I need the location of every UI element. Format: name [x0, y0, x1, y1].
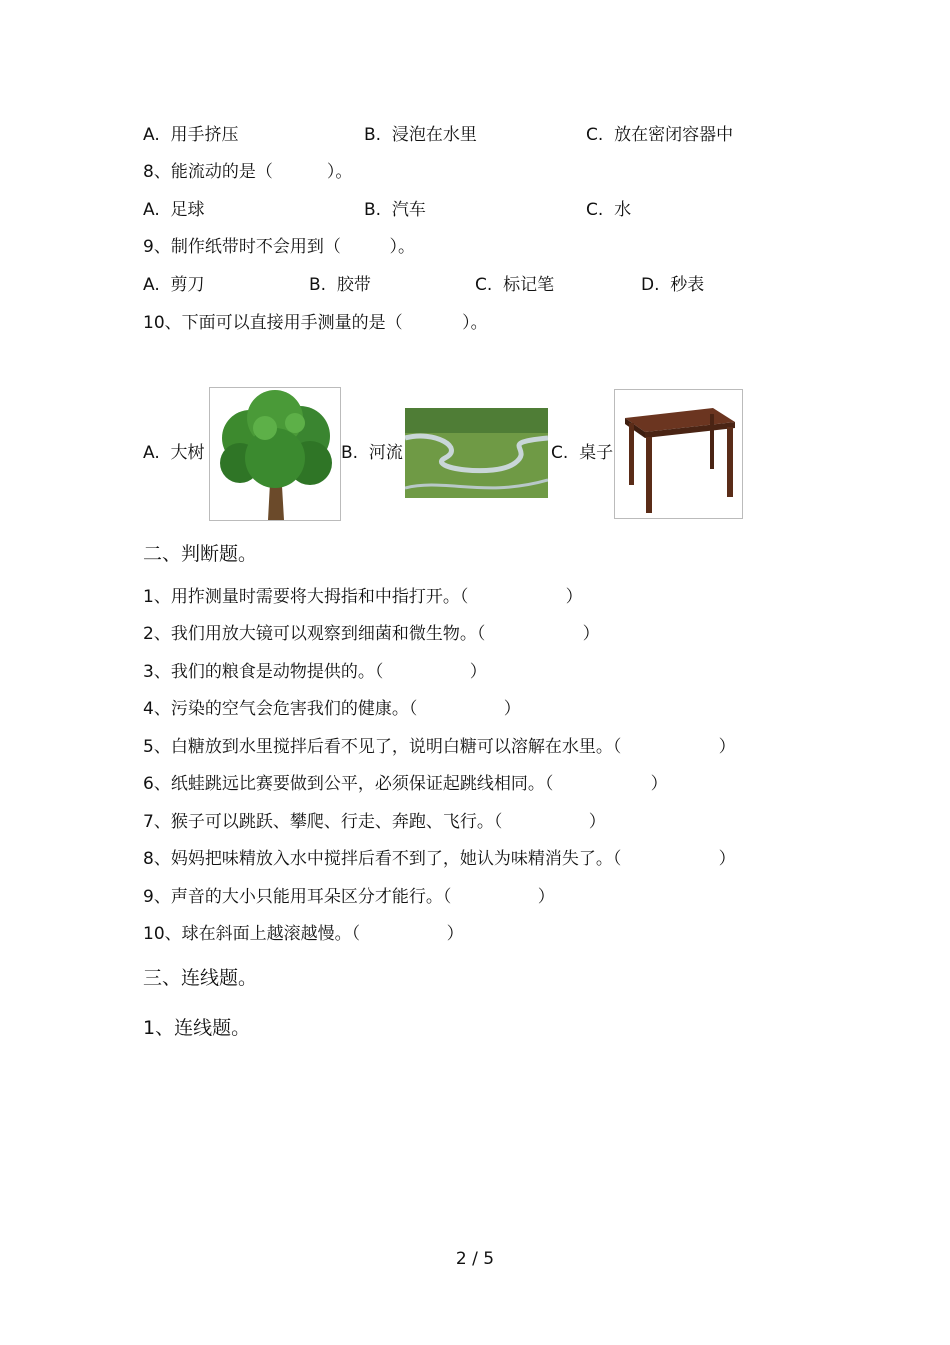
section-3-subquestion: 1、连线题。: [143, 1017, 251, 1039]
table-image: [614, 389, 743, 519]
table-icon: [615, 390, 742, 518]
q10-stem: 10、下面可以直接用手测量的是（ ）。: [143, 313, 488, 333]
judge-item-9: 9、声音的大小只能用耳朵区分才能行。（ ）: [143, 887, 555, 907]
judge-item-4: 4、污染的空气会危害我们的健康。（ ）: [143, 699, 521, 719]
q9-option-d: D. 秒表: [641, 275, 705, 295]
q9-option-b: B. 胶带: [309, 275, 371, 295]
tree-image: [209, 387, 341, 521]
q7-option-b: B. 浸泡在水里: [364, 125, 477, 145]
q8-option-a: A. 足球: [143, 200, 205, 220]
river-icon: [405, 408, 548, 498]
q8-option-c: C. 水: [586, 200, 632, 220]
judge-item-3: 3、我们的粮食是动物提供的。（ ）: [143, 662, 487, 682]
q10-option-a: A. 大树: [143, 443, 205, 463]
page-number: 2 / 5: [455, 1249, 495, 1269]
q9-option-a: A. 剪刀: [143, 275, 205, 295]
q8-option-b: B. 汽车: [364, 200, 426, 220]
judge-item-2: 2、我们用放大镜可以观察到细菌和微生物。（ ）: [143, 624, 600, 644]
tree-icon: [210, 388, 340, 520]
q10-option-b: B. 河流: [341, 443, 403, 463]
judge-item-5: 5、白糖放到水里搅拌后看不见了，说明白糖可以溶解在水里。（ ）: [143, 737, 736, 757]
q10-option-c: C. 桌子: [551, 443, 614, 463]
section-3-title: 三、连线题。: [143, 967, 258, 989]
q9-stem: 9、制作纸带时不会用到（ ）。: [143, 237, 415, 257]
judge-item-7: 7、猴子可以跳跃、攀爬、行走、奔跑、飞行。（ ）: [143, 812, 606, 832]
q7-option-c: C. 放在密闭容器中: [586, 125, 734, 145]
judge-item-1: 1、用拃测量时需要将大拇指和中指打开。（ ）: [143, 587, 583, 607]
q9-option-c: C. 标记笔: [475, 275, 555, 295]
judge-item-8: 8、妈妈把味精放入水中搅拌后看不到了，她认为味精消失了。（ ）: [143, 849, 736, 869]
judge-item-10: 10、球在斜面上越滚越慢。（ ）: [143, 924, 464, 944]
section-2-title: 二、判断题。: [143, 543, 258, 565]
q8-stem: 8、能流动的是（ ）。: [143, 162, 353, 182]
judge-item-6: 6、纸蛙跳远比赛要做到公平，必须保证起跳线相同。（ ）: [143, 774, 668, 794]
river-image: [405, 408, 548, 498]
q7-option-a: A. 用手挤压: [143, 125, 239, 145]
